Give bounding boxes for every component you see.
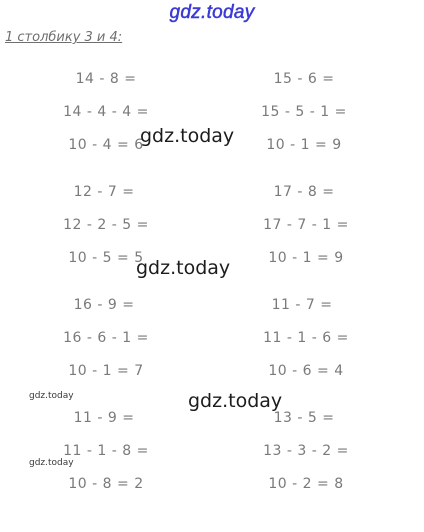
equation-right: 15 - 6 = [273,71,335,87]
equation-right: 15 - 5 - 1 = [261,104,347,120]
equation-right: 11 - 7 = [271,297,333,313]
equation-left: 10 - 8 = 2 [68,476,144,492]
equation-left: 14 - 4 - 4 = [63,104,149,120]
site-logo: gdz.today [169,2,255,23]
watermark: gdz.today [140,125,235,147]
equation-left: 12 - 7 = [73,184,135,200]
watermark: gdz.today [29,391,74,401]
equation-right: 11 - 1 - 6 = [263,330,349,346]
equation-right: 13 - 3 - 2 = [263,443,349,459]
equation-left: 16 - 6 - 1 = [63,330,149,346]
watermark: gdz.today [188,390,283,412]
equation-right: 17 - 7 - 1 = [263,217,349,233]
equation-right: 17 - 8 = [273,184,335,200]
equation-left: 12 - 2 - 5 = [63,217,149,233]
equation-left: 10 - 1 = 7 [68,363,144,379]
watermark: gdz.today [29,458,74,468]
watermark: gdz.today [136,257,231,279]
equation-right: 10 - 2 = 8 [268,476,344,492]
equation-right: 13 - 5 = [273,410,335,426]
equation-right: 10 - 1 = 9 [268,250,344,266]
task-title: 1 столбику 3 и 4: [5,30,123,45]
equation-left: 14 - 8 = [75,71,137,87]
equation-left: 10 - 5 = 5 [68,250,144,266]
equation-left: 11 - 1 - 8 = [63,443,149,459]
equation-left: 10 - 4 = 6 [68,137,144,153]
equation-right: 10 - 6 = 4 [268,363,344,379]
equation-left: 16 - 9 = [73,297,135,313]
equation-left: 11 - 9 = [73,410,135,426]
equation-right: 10 - 1 = 9 [266,137,342,153]
